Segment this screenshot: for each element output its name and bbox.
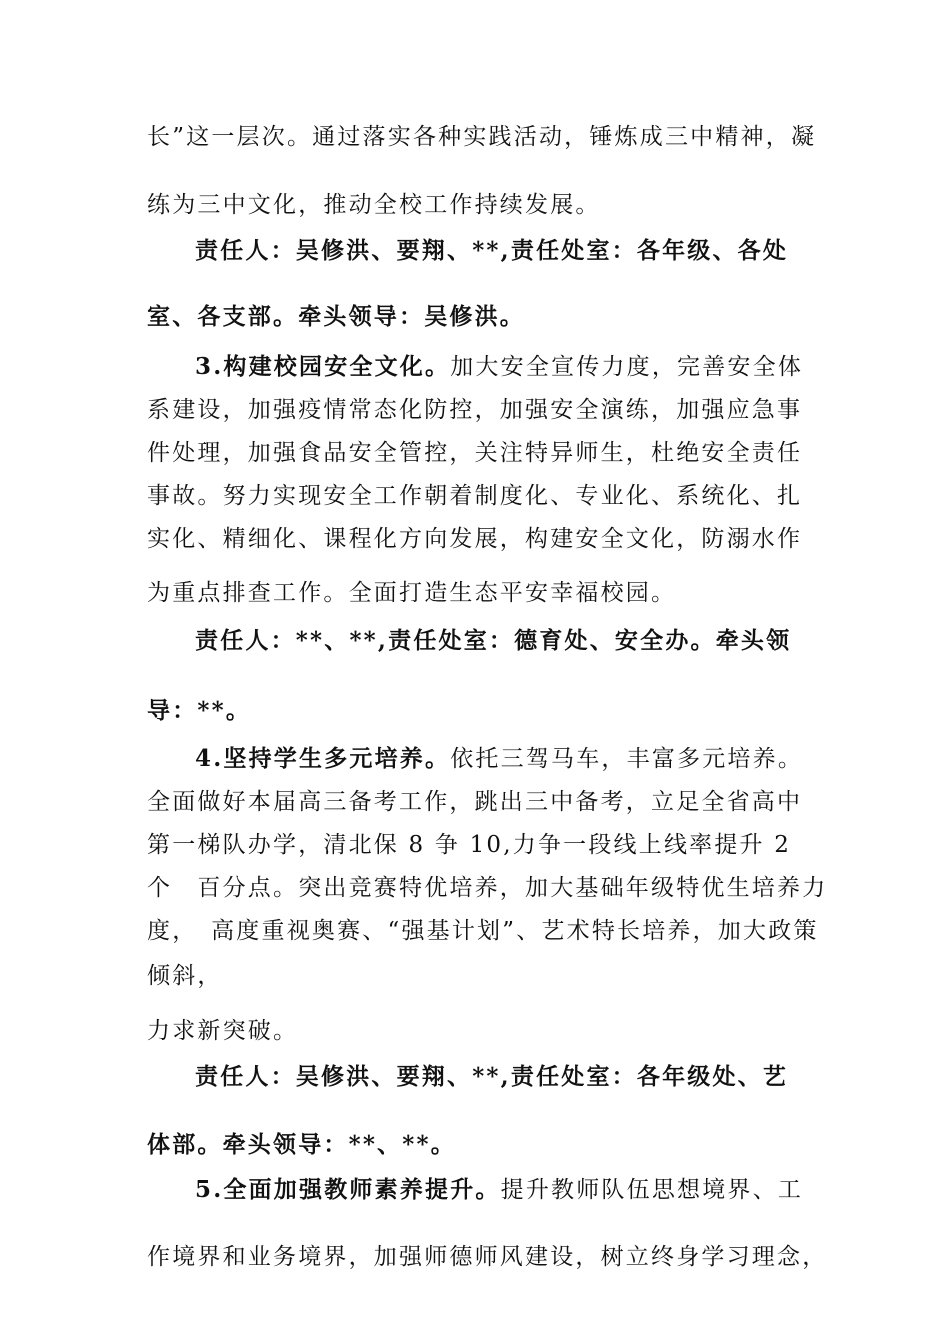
body-line: 力求新突破。 <box>147 1018 299 1044</box>
section-5-heading-line <box>195 1175 807 1205</box>
section-4-heading-line <box>195 744 807 774</box>
section-text: 提升教师队伍思想境界、工 <box>500 1177 804 1203</box>
body-line: 件处理，加强食品安全管控，关注特异师生，杜绝安全责任 <box>147 440 803 466</box>
body-line: 倾斜， <box>147 963 223 989</box>
section-title: 4.坚持学生多元培养。 <box>195 745 451 772</box>
body-line: 为重点排查工作。全面打造生态平安幸福校园。 <box>147 580 677 606</box>
section-text: 加大安全宣传力度，完善安全体 <box>450 354 804 380</box>
body-line: 事故。努力实现安全工作朝着制度化、专业化、系统化、扎 <box>147 483 803 509</box>
body-line: 作境界和业务境界，加强师德师风建设，树立终身学习理念， <box>147 1244 828 1270</box>
responsibility-line: 体部。牵头领导：**、**。 <box>147 1131 456 1158</box>
responsibility-line: 责任人：**、**,责任处室：德育处、安全办。牵头领 <box>195 627 792 654</box>
body-line: 第一梯队办学，清北保 8 争 10,力争一段线上线率提升 2 <box>147 832 792 858</box>
section-text: 依托三驾马车，丰富多元培养。 <box>450 746 804 772</box>
responsibility-line: 室、各支部。牵头领导：吴修洪。 <box>147 303 525 330</box>
responsibility-line: 导：**。 <box>147 697 252 724</box>
body-line: 长”这一层次。通过落实各种实践活动，锤炼成三中精神，凝 <box>147 124 817 150</box>
body-line: 度， 高度重视奥赛、“强基计划”、艺术特长培养，加大政策 <box>147 918 819 944</box>
section-title: 3.构建校园安全文化。 <box>195 353 451 380</box>
body-line: 全面做好本届高三备考工作，跳出三中备考，立足全省高中 <box>147 789 803 815</box>
body-line: 实化、精细化、课程化方向发展，构建安全文化，防溺水作 <box>147 526 803 552</box>
responsibility-line: 责任人：吴修洪、要翔、**,责任处室：各年级、各处 <box>195 237 789 264</box>
body-line: 系建设，加强疫情常态化防控，加强安全演练，加强应急事 <box>147 397 803 423</box>
body-line: 练为三中文化，推动全校工作持续发展。 <box>147 192 601 218</box>
body-line: 个 百分点。突出竞赛特优培养，加大基础年级特优生培养力 <box>147 875 828 901</box>
section-title: 5.全面加强教师素养提升。 <box>195 1176 501 1203</box>
responsibility-line: 责任人：吴修洪、要翔、**,责任处室：各年级处、艺 <box>195 1063 789 1090</box>
section-3-heading-line <box>195 352 807 382</box>
